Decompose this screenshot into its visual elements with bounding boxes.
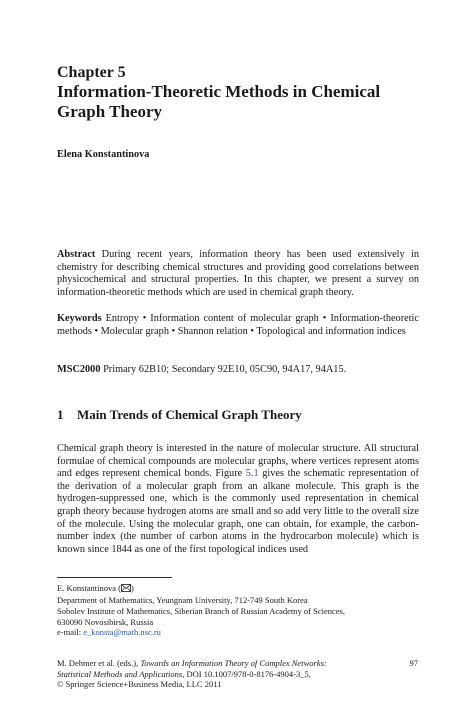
footnote-name-line	[57, 583, 419, 595]
footnote-email-link[interactable]: e_konsta@math.nsc.ru	[83, 627, 161, 637]
section-title: Main Trends of Chemical Graph Theory	[77, 407, 302, 422]
abstract	[57, 249, 419, 299]
msc-classification	[57, 364, 419, 377]
body-text-end: gives the schematic representation of the derivation of a molecular graph from an alkane molecule. This graph is the hydrogen-suppressed one, which is the commonly used representation in chemical graph theory because hydrogen atoms are small and so add very little to the overall size of the molecule. Using the molecular graph, one can obtain, for example, the carbon-number index (the number of carbon atoms in the hydrocarbon molecule) which is known since 1844 as one of the first topological indices used	[57, 468, 419, 555]
footnote-name-close: )	[130, 583, 134, 593]
page-number: 97	[409, 658, 418, 668]
section-number: 1	[57, 407, 64, 422]
citation-book-title-1: Towards an Information Theory of Complex Networks:	[140, 658, 327, 668]
chapter-title-line-2: Graph Theory	[57, 102, 163, 121]
abstract-label: Abstract	[57, 249, 96, 260]
footnote-email-label: e-mail:	[57, 627, 84, 637]
msc-text: Primary 62B10; Secondary 92E10, 05C90, 94A17, 94A15.	[103, 364, 347, 375]
citation-footer	[57, 658, 357, 690]
footnote-email-line	[57, 627, 419, 638]
footnote-author	[57, 583, 419, 605]
figure-link[interactable]: 5.1	[245, 468, 259, 480]
keywords-label: Keywords	[57, 313, 102, 324]
keywords	[57, 313, 419, 338]
body-text-start: Chemical graph theory is interested in the nature of molecular structure. All structural formulae of chemical compounds are molecular graphs, where vertices represent atoms and edges represent chemical bonds. Figure	[57, 443, 419, 480]
footnote-divider	[57, 577, 172, 578]
chapter-title	[57, 82, 419, 122]
author-name: Elena Konstantinova	[57, 149, 150, 160]
keywords-text: Entropy • Information content of molecular graph • Information-theoretic methods • Molecular graph • Shannon relation • Topological and information indices	[57, 313, 419, 337]
footnote-institute-line-2: 630090 Novosibirsk, Russia	[57, 616, 154, 627]
footnote-department: Department of Mathematics, Yeungnam University, 712-749 South Korea	[57, 594, 308, 605]
footnote-institute-line-1: Sobolev Institute of Mathematics, Siberian Branch of Russian Academy of Sciences,	[57, 606, 345, 616]
citation-editors: M. Dehmer et al. (eds.),	[57, 658, 141, 668]
citation-line-1	[57, 658, 357, 669]
section-heading	[57, 407, 419, 423]
citation-book-title-2: Statistical Methods and Applications	[57, 668, 183, 679]
citation-doi: , DOI 10.1007/978-0-8176-4904-3_5,	[182, 668, 311, 679]
chapter-label: Chapter 5	[57, 64, 126, 81]
chapter-title-line-1: Information-Theoretic Methods in Chemical	[57, 82, 381, 101]
footnote-institute	[57, 606, 419, 638]
footnote-name: E. Konstantinova (	[57, 583, 121, 593]
msc-label: MSC2000	[57, 364, 101, 375]
abstract-text: During recent years, information theory has been used extensively in chemistry for describing chemical structures and providing good correlations between physicochemical and structural properties. In this chapter, we present a survey on information-theoretic methods which are used in chemical graph theory.	[57, 249, 419, 298]
body-paragraph	[57, 443, 419, 556]
envelope-icon[interactable]	[121, 584, 131, 595]
citation-copyright: © Springer Science+Business Media, LLC 2011	[57, 679, 222, 689]
citation-line-2	[57, 669, 357, 680]
